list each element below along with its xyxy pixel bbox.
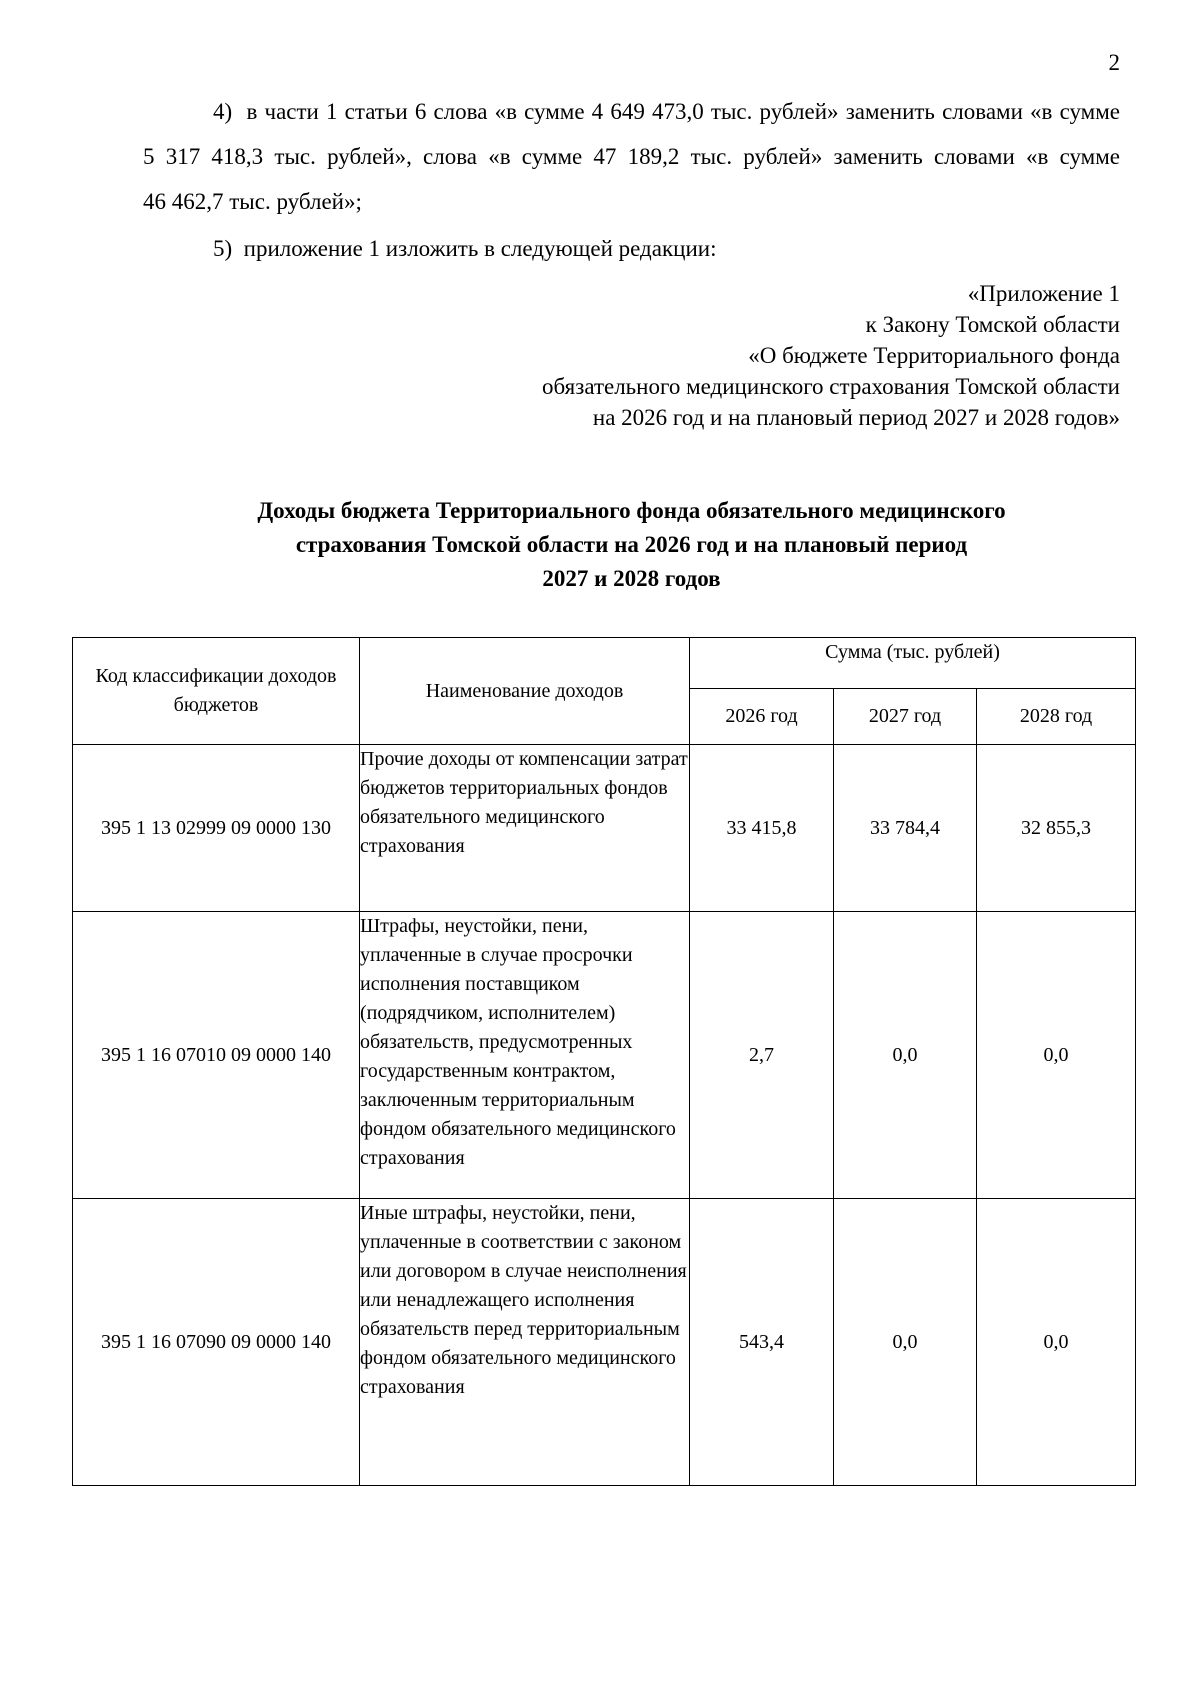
cell-code: 395 1 16 07010 09 0000 140 xyxy=(73,912,360,1199)
appendix-header-line: «О бюджете Территориального фонда xyxy=(748,343,1120,368)
cell-name: Прочие доходы от компенсации затрат бюджетов территориальных фондов обязательного медицинского страхования xyxy=(360,745,690,912)
header-year-2027: 2027 год xyxy=(834,689,977,745)
document-title-line: Доходы бюджета Территориального фонда обязательного медицинского xyxy=(257,498,1006,523)
cell-name: Иные штрафы, неустойки, пени, уплаченные в соответствии с законом или договором в случае неисполнения или ненадлежащего исполнения обязательств перед территориальным фондом обязательного медицинского страхования xyxy=(360,1199,690,1486)
header-code: Код классификации доходов бюджетов xyxy=(73,638,360,745)
appendix-header-line: обязательного медицинского страхования Томской области xyxy=(542,374,1120,399)
table-row xyxy=(73,1199,1136,1486)
header-sum: Сумма (тыс. рублей) xyxy=(690,638,1136,689)
cell-value-2028: 0,0 xyxy=(977,1199,1136,1486)
appendix-header-line: на 2026 год и на плановый период 2027 и 2028 годов» xyxy=(592,405,1120,430)
header-year-2026: 2026 год xyxy=(690,689,834,745)
table-header-row xyxy=(73,638,1136,689)
income-table xyxy=(72,637,1136,1486)
appendix-header xyxy=(420,278,1120,433)
cell-value-2026: 33 415,8 xyxy=(690,745,834,912)
paragraph-item-5 xyxy=(143,226,1120,271)
paragraph-item-4 xyxy=(143,89,1120,224)
cell-code: 395 1 16 07090 09 0000 140 xyxy=(73,1199,360,1486)
table-row xyxy=(73,745,1136,912)
page-number: 2 xyxy=(1108,50,1120,75)
paragraph-item-5-text: 5) приложение 1 изложить в следующей редакции: xyxy=(213,236,717,261)
appendix-header-line: «Приложение 1 xyxy=(967,281,1120,306)
cell-value-2027: 0,0 xyxy=(834,912,977,1199)
cell-name: Штрафы, неустойки, пени, уплаченные в случае просрочки исполнения поставщиком (подрядчиком, исполнителем) обязательств, предусмотренных государственным контрактом, заключенным территориальным фондом обязательного медицинского страхования xyxy=(360,912,690,1199)
cell-code: 395 1 13 02999 09 0000 130 xyxy=(73,745,360,912)
cell-value-2028: 0,0 xyxy=(977,912,1136,1199)
header-year-2028: 2028 год xyxy=(977,689,1136,745)
appendix-header-line: к Закону Томской области xyxy=(865,312,1120,337)
document-title-line: 2027 и 2028 годов xyxy=(542,566,721,591)
cell-value-2027: 0,0 xyxy=(834,1199,977,1486)
cell-value-2027: 33 784,4 xyxy=(834,745,977,912)
cell-value-2028: 32 855,3 xyxy=(977,745,1136,912)
document-title xyxy=(143,494,1120,596)
cell-value-2026: 2,7 xyxy=(690,912,834,1199)
cell-value-2026: 543,4 xyxy=(690,1199,834,1486)
paragraph-item-4-text: 4) в части 1 статьи 6 слова «в сумме 4 649 473,0 тыс. рублей» заменить словами «в сумме 5 317 418,3 тыс. рублей», слова «в сумме 47 189,2 тыс. рублей» заменить словами «в сумме 46 462,7 тыс. рублей»; xyxy=(143,99,1120,214)
header-name: Наименование доходов xyxy=(360,638,690,745)
table-row xyxy=(73,912,1136,1199)
document-title-line: страхования Томской области на 2026 год и на плановый период xyxy=(295,532,968,557)
